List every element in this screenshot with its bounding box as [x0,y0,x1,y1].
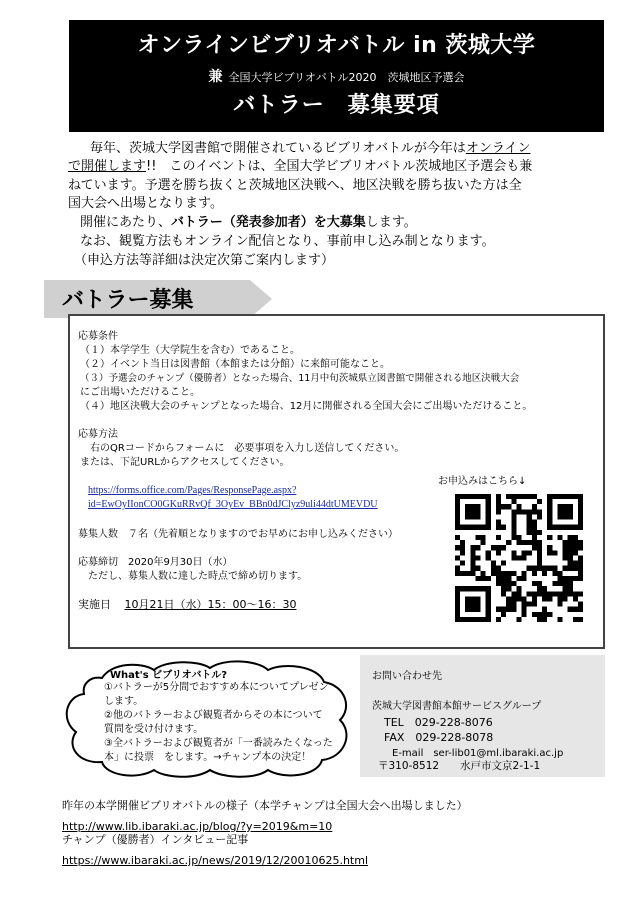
condition-3a: （３）予選会のチャンプ（優勝者）となった場合、11月中旬茨城県立図書館で開催される地区決戦大会 [80,373,520,384]
cloud-line-5: ③全バトラーおよび観覧者が「一番読みたくなった [104,738,333,749]
cloud-line-6: 本」に投票 をします。→チャンプ本の決定！ [104,752,312,763]
intro-line-3: ねています。予選を勝ち抜くと茨城地区決戦へ、地区決戦を勝ち抜いた方は全 [68,178,522,193]
deadline-note: ただし、募集人数に達した時点で締め切ります。 [88,571,308,582]
event-date-row [78,596,296,612]
deadline: 応募締切 2020年9月30日（水） [78,557,233,568]
recruit-count: 募集人数 ７名（先着順となりますのでお早めにお申し込みください） [78,529,398,540]
header-banner [69,20,604,132]
intro-text: 開催にあたり、 [80,215,172,230]
condition-4: （４）地区決戦大会のチャンプとなった場合、12月に開催される全国大会にご出場いただけること。 [80,401,533,412]
method-line-1: 右のQRコードからフォームに 必要事項を入力し送信してください。 [90,443,405,454]
footer-line-2: チャンプ（優勝者）インタビュー記事 [62,833,249,846]
method-heading: 応募方法 [78,429,118,440]
intro-line-5 [80,214,610,233]
section-tab-arrow [250,280,272,318]
cloud-line-2: します。 [104,696,144,707]
qr-label: お申込みはこちら↓ [438,476,527,487]
intro-text: !! このイベントは、全国大学ビブリオバトル茨城地区予選会も兼 [146,159,533,174]
form-url-line-2[interactable] [88,492,378,511]
blog-link[interactable]: http://www.lib.ibaraki.ac.jp/blog/?y=2019&m=10 [62,820,333,833]
subtitle-text: 全国大学ビブリオバトル2020 茨城地区予選会 [228,71,465,84]
condition-1: （１）本学学生（大学院生を含む）であること。 [80,345,300,356]
online-emphasis: オンライン [465,141,531,156]
event-subtitle [69,66,604,86]
footer-line-1: 昨年の本学開催ビブリオバトルの様子（本学チャンプは全国大会へ出場しました） [62,799,468,812]
recruit-heading: バトラー 募集要項 [233,93,440,118]
condition-3b: にご出場いただけること。 [80,387,200,398]
intro-text: します。 [365,215,417,230]
method-line-2: または、下記URLからアクセスしてください。 [80,457,290,468]
intro-line-2 [68,158,608,177]
cloud-line-1: ①バトラーが5分間でおすすめ本についてプレゼン [104,682,329,693]
contact-tel: TEL 029-228-8076 [384,716,493,729]
event-date-label: 実施日 [78,598,111,611]
intro-line-7: （申込方法等詳細は決定次第ご案内します） [74,253,335,268]
cloud-line-3: ②他のバトラーおよび観覧者からその本について [104,710,323,721]
intro-text: 毎年、茨城大学図書館で開催されているビブリオバトルが今年は [90,141,466,156]
big-recruit-emphasis: バトラー（発表参加者）を大募集 [171,215,366,230]
qr-code-image[interactable] [455,494,583,622]
intro-line-4: 国大会へ出場となります。 [68,196,223,211]
condition-2: （２）イベント当日は図書館（本館または分館）に来館可能なこと。 [80,359,390,370]
contact-email: E-mail ser-lib01@ml.ibaraki.ac.jp [392,748,564,759]
intro-line-6: なお、観覧方法もオンライン配信となり、事前申し込み制となります。 [80,234,495,249]
section-tab-label: バトラー募集 [62,288,194,313]
contact-fax: FAX 029-228-8078 [384,731,494,744]
subtitle-prefix: 兼 [208,69,223,85]
contact-address: 〒310-8512 水戸市文京2-1-1 [378,760,541,772]
conditions-heading: 応募条件 [78,331,118,342]
event-title: オンラインビブリオバトル in 茨城大学 [137,33,536,58]
contact-org: 茨城大学図書館本館サービスグループ [372,701,542,712]
footer-link-2-row[interactable] [62,849,368,869]
intro-line-1 [90,140,610,159]
contact-heading: お問い合わせ先 [372,671,442,682]
cloud-title: What's ビブリオバトル? [110,670,228,681]
news-link[interactable]: https://www.ibaraki.ac.jp/news/2019/12/20010625.html [62,854,369,867]
cloud-line-4: 質問を受け付けます。 [104,724,204,735]
event-date-value: 10月21日（水）15：00～16：30 [124,598,297,611]
online-emphasis-2: で開催します [68,159,147,174]
form-url-part-1[interactable]: https://forms.office.com/Pages/ResponsePage.aspx? [88,485,297,496]
form-url-part-2[interactable]: id=EwOyIIonCO0GKuRRvQf_3OyEv_BBn0dJClyz9uli44dtUMEVDU [88,499,378,510]
